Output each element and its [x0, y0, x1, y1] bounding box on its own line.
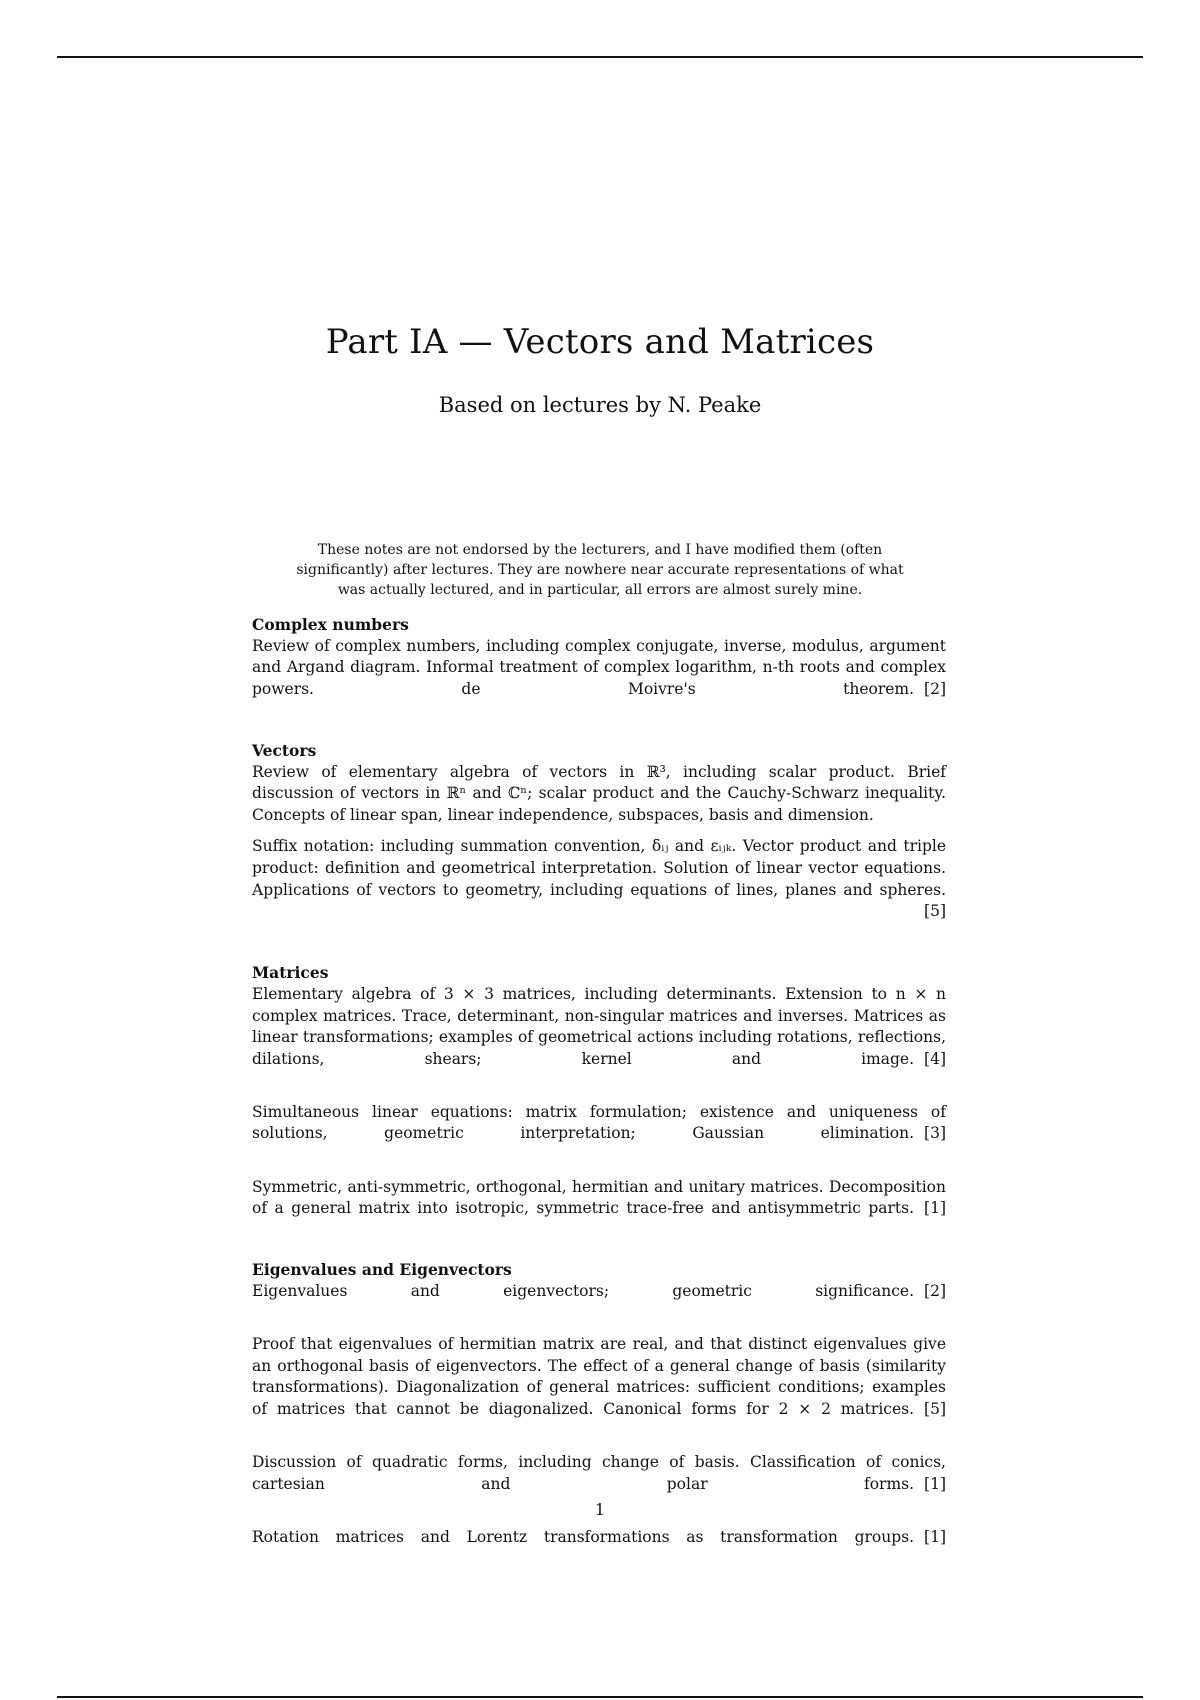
paragraph-text: Eigenvalues and eigenvectors; geometric significance.	[252, 1282, 915, 1301]
lecture-count: [5]	[924, 902, 946, 921]
syllabus-paragraph	[252, 1102, 946, 1167]
syllabus-paragraph	[252, 1177, 946, 1242]
lecture-count: [1]	[924, 1527, 946, 1546]
section-title: Matrices	[252, 963, 329, 983]
syllabus-paragraph	[252, 762, 946, 827]
section-vectors	[252, 740, 946, 944]
paragraph-text: Simultaneous linear equations: matrix formulation; existence and uniqueness of solutions, geometric interpretation; Gaussian elimination.	[252, 1102, 946, 1143]
lecture-count: [5]	[924, 1400, 946, 1418]
document-subtitle: Based on lectures by N. Peake	[438, 393, 762, 417]
syllabus-paragraph	[252, 984, 946, 1092]
syllabus-paragraph	[252, 636, 946, 722]
paragraph-text: Symmetric, anti-symmetric, orthogonal, hermitian and unitary matrices. Decomposition of a general matrix into isotropic, symmetric trace-free and antisymmetric parts.	[252, 1177, 946, 1218]
paragraph-text: Elementary algebra of 3 × 3 matrices, including determinants. Extension to n × n complex matrices. Trace, determinant, non-singular matrices and inverses. Matrices as linear transformations; examples of geometrical actions including rotations, reflections, dilations, shears; kernel and image.	[252, 984, 946, 1068]
paragraph-text: Review of complex numbers, including complex conjugate, inverse, modulus, argument and Argand diagram. Informal treatment of complex logarithm, n-th roots and complex powers. de Moivre's theorem.	[252, 636, 946, 698]
document-title: Part IA — Vectors and Matrices	[325, 322, 875, 362]
lecture-count: [2]	[924, 1282, 946, 1301]
page-number: 1	[594, 1500, 606, 1519]
paragraph-text: Discussion of quadratic forms, including change of basis. Classification of conics, cartesian and polar forms.	[252, 1453, 946, 1493]
lecture-count: [2]	[924, 679, 946, 698]
paragraph-text: Proof that eigenvalues of hermitian matrix are real, and that distinct eigenvalues give an orthogonal basis of eigenvectors. The effect of a general change of basis (similarity transformations). Diagonalization of general matrices: sufficient conditions; examples of matrices that cannot be diagonalized. Canonical forms for 2 × 2 matrices.	[252, 1335, 946, 1418]
syllabus	[252, 614, 946, 1588]
lecture-count: [1]	[924, 1199, 946, 1218]
disclaimer-text: These notes are not endorsed by the lecturers, and I have modified them (often significantly) after lectures. They are nowhere near accurate representations of what was actually lectured, and in particular, all errors are almost surely mine.	[296, 542, 904, 598]
paragraph-text: Rotation matrices and Lorentz transformations as transformation groups.	[252, 1527, 915, 1546]
syllabus-paragraph	[252, 1281, 946, 1324]
syllabus-paragraph	[252, 1334, 946, 1442]
paragraph-text: Suffix notation: including summation convention, δᵢⱼ and εᵢⱼₖ. Vector product and triple product: definition and geometrical interpretation. Solution of linear vector equations. Applications of vectors to geometry, including equations of lines, planes and spheres.	[252, 837, 946, 899]
syllabus-paragraph	[252, 836, 946, 944]
lecture-count: [3]	[924, 1124, 946, 1143]
section-title: Eigenvalues and Eigenvectors	[252, 1260, 512, 1280]
section-eigenvalues	[252, 1259, 946, 1570]
section-title: Vectors	[252, 740, 317, 760]
section-complex-numbers	[252, 614, 946, 722]
section-title: Complex numbers	[252, 615, 409, 634]
bottom-rule	[57, 1696, 1143, 1698]
lecture-count: [1]	[924, 1474, 946, 1493]
top-rule	[57, 56, 1143, 58]
paragraph-text: Review of elementary algebra of vectors in ℝ³, including scalar product. Brief discussion of vectors in ℝⁿ and ℂⁿ; scalar product and the Cauchy-Schwarz inequality. Concepts of linear span, linear independence, subspaces, basis and dimension.	[252, 762, 946, 824]
syllabus-paragraph	[252, 1527, 946, 1570]
section-matrices	[252, 962, 946, 1241]
lecture-count: [4]	[924, 1049, 946, 1068]
